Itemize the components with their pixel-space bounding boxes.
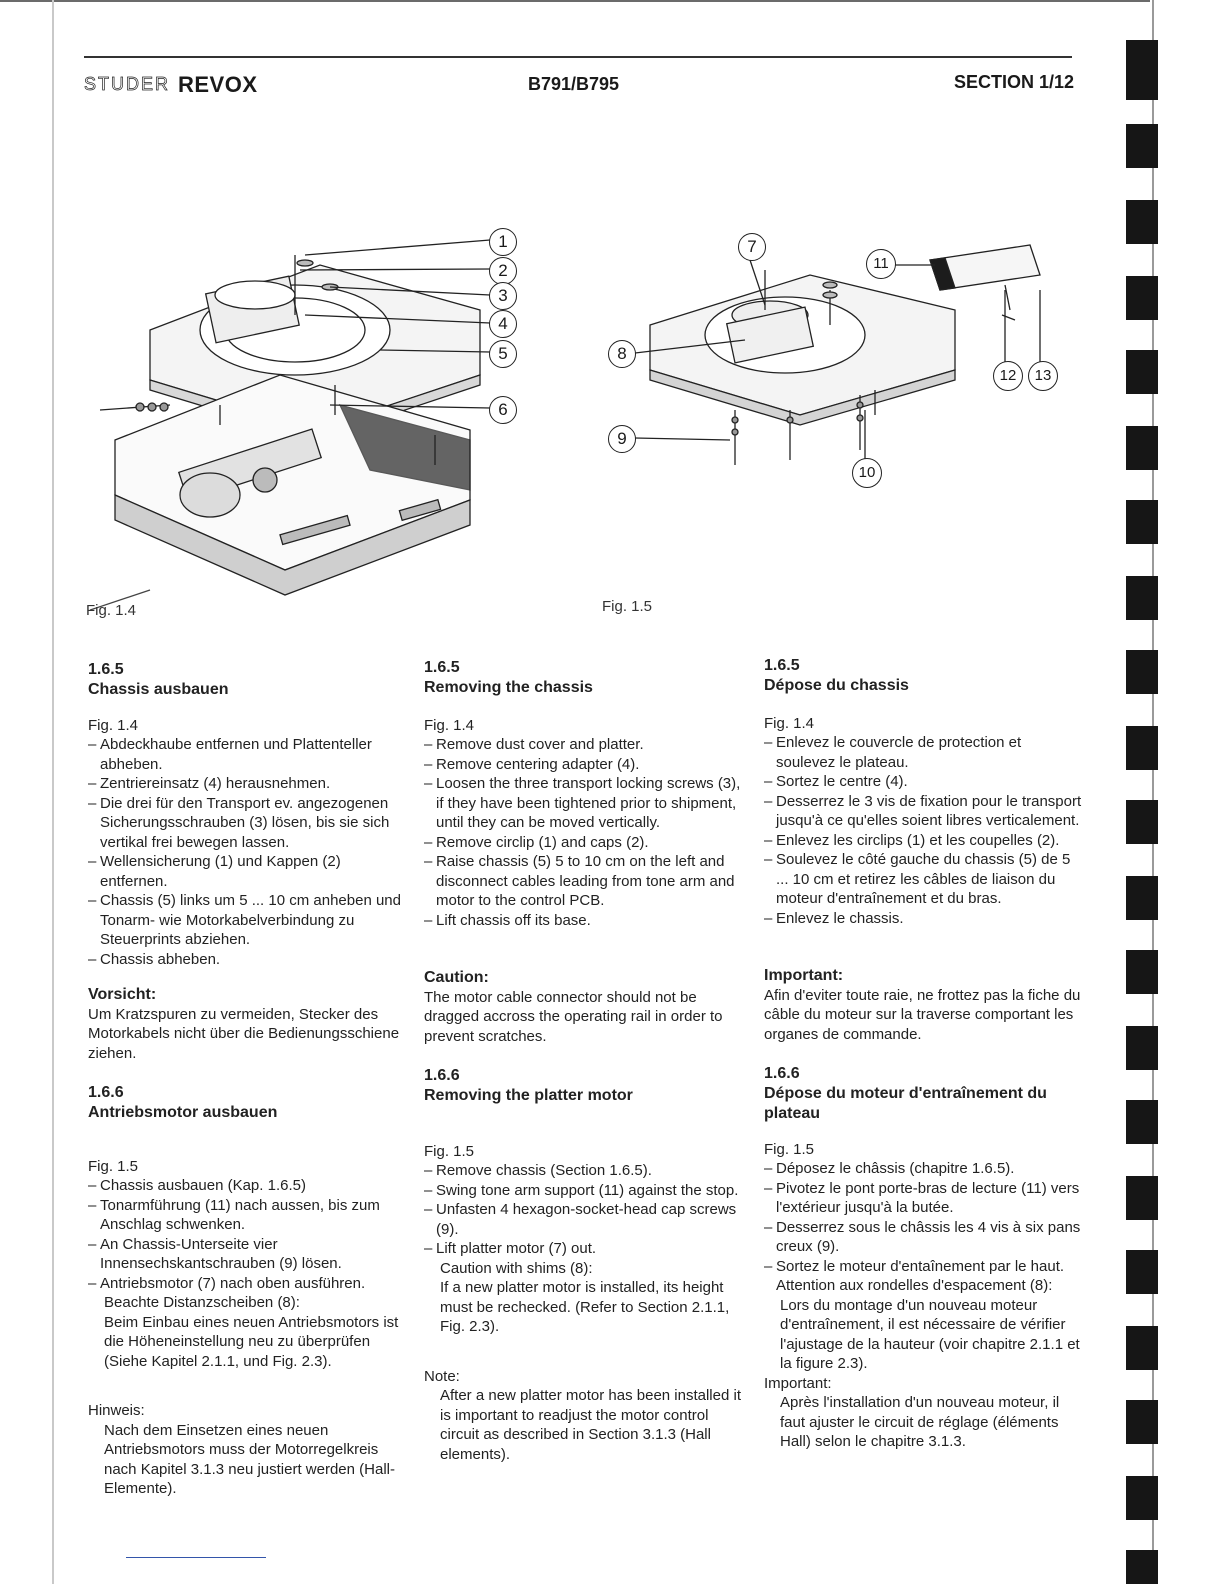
figure-1-5-motor-exploded <box>610 240 1050 480</box>
list-item: – Zentriereinsatz (4) herausnehmen. <box>88 774 406 794</box>
step-list <box>88 735 406 969</box>
figure-reference: Fig. 1.5 <box>88 1157 139 1175</box>
binding-hole <box>1126 350 1158 394</box>
list-item: – Enlevez le couvercle de protection et soulevez le plateau. <box>764 733 1084 772</box>
step-list <box>764 1159 1084 1296</box>
section-title: Antriebsmotor ausbauen <box>88 1103 278 1121</box>
callout-3: 3 <box>489 282 517 310</box>
callout-6: 6 <box>489 396 517 424</box>
step-list <box>88 1176 406 1293</box>
section-number: 1.6.5 <box>764 657 800 674</box>
callout-13: 13 <box>1028 361 1058 391</box>
list-item: – Chassis (5) links um 5 ... 10 cm anheben und Tonarm- wie Motorkabelverbindung zu Steuerprints abziehen. <box>88 891 406 950</box>
binding-hole <box>1126 726 1158 770</box>
list-item: – Remove chassis (Section 1.6.5). <box>424 1161 742 1181</box>
section-title: Removing the chassis <box>424 678 593 696</box>
caution-text: The motor cable connector should not be dragged accross the operating rail in order to prevent scratches. <box>424 988 723 1045</box>
binding-hole <box>1126 1026 1158 1070</box>
list-item: – Enlevez les circlips (1) et les coupelles (2). <box>764 831 1084 851</box>
binding-hole <box>1126 1476 1158 1520</box>
brand-studer-logo: STUDER <box>84 74 171 94</box>
figure-reference: Fig. 1.5 <box>424 1142 475 1160</box>
list-item: – Tonarmführung (11) nach aussen, bis zum Anschlag schwenken. <box>88 1196 406 1235</box>
list-item: – Antriebsmotor (7) nach oben ausführen. <box>88 1274 406 1294</box>
list-item: – Loosen the three transport locking screws (3), if they have been tightened prior to shipment, until they can be moved vertically. <box>424 774 742 833</box>
step-detail: If a new platter motor is installed, its height must be rechecked. (Refer to Section 2.1.1, Fig. 2.3). <box>440 1279 730 1335</box>
list-item: – Remove circlip (1) and caps (2). <box>424 833 742 853</box>
binding-hole <box>1126 426 1158 470</box>
section-number: 1.6.6 <box>764 1065 800 1082</box>
column-german <box>88 660 406 1499</box>
scan-border-left <box>52 0 54 1584</box>
note-text: Après l'installation d'un nouveau moteur, il faut ajuster le circuit de réglage (éléments Hall) selon le chapitre 3.1.3. <box>780 1394 1060 1450</box>
list-item: – Desserrez le 3 vis de fixation pour le transport jusqu'à ce qu'elles soient libres verticalement. <box>764 792 1084 831</box>
caution-label: Vorsicht: <box>88 986 157 1003</box>
callout-9: 9 <box>608 425 636 453</box>
section-number: 1.6.5 <box>424 659 460 676</box>
figure-1-4-caption: Fig. 1.4 <box>86 602 137 619</box>
note-label: Note: <box>424 1367 460 1385</box>
list-item: – Unfasten 4 hexagon-socket-head cap screws (9). <box>424 1200 742 1239</box>
section-number: 1.6.6 <box>424 1067 460 1084</box>
binding-hole <box>1126 1250 1158 1294</box>
callout-2: 2 <box>489 257 517 285</box>
footer-mark <box>126 1557 266 1558</box>
note-text: Nach dem Einsetzen eines neuen Antriebsmotors muss der Motorregelkreis nach Kapitel 3.1.3 neu justiert werden (Hall-Elemente). <box>104 1421 395 1497</box>
figure-1-4-chassis-exploded <box>90 225 530 610</box>
list-item: – Remove centering adapter (4). <box>424 755 742 775</box>
step-list <box>764 733 1084 928</box>
binding-hole <box>1126 1100 1158 1144</box>
figure-1-5-caption: Fig. 1.5 <box>602 598 653 615</box>
binding-hole <box>1126 576 1158 620</box>
step-detail: Caution with shims (8): <box>440 1259 593 1277</box>
note-label: Hinweis: <box>88 1402 145 1419</box>
list-item: – Lift platter motor (7) out. <box>424 1239 742 1259</box>
callout-4: 4 <box>489 310 517 338</box>
binding-hole <box>1126 276 1158 320</box>
list-item: – Die drei für den Transport ev. angezogenen Sicherungsschrauben (3) lösen, bis sie sich vertikal frei bewegen lassen. <box>88 794 406 853</box>
list-item: – Soulevez le côté gauche du chassis (5) de 5 ... 10 cm et retirez les câbles de liaison du moteur d'entraînement et du bras. <box>764 850 1084 909</box>
figure-reference: Fig. 1.5 <box>764 1140 815 1158</box>
callout-5: 5 <box>489 340 517 368</box>
list-item: – Chassis ausbauen (Kap. 1.6.5) <box>88 1176 406 1196</box>
caution-text: Afin d'eviter toute raie, ne frottez pas la fiche du câble du moteur sur la traverse comportant les organes de commande. <box>764 986 1081 1043</box>
brand-revox-logo: REVOX <box>178 72 258 97</box>
binding-hole <box>1126 876 1158 920</box>
binding-hole <box>1126 124 1158 168</box>
step-list <box>424 735 742 930</box>
binding-hole <box>1126 950 1158 994</box>
binding-hole <box>1126 500 1158 544</box>
step-detail: Beim Einbau eines neuen Antriebsmotors ist die Höheneinstellung neu zu überprüfen (Siehe Kapitel 2.1.1, und Fig. 2.3). <box>104 1313 399 1370</box>
caution-label: Important: <box>764 967 844 984</box>
section-title: Removing the platter motor <box>424 1086 633 1104</box>
figure-reference: Fig. 1.4 <box>764 714 815 732</box>
callout-11: 11 <box>866 249 896 279</box>
column-french <box>764 656 1084 1452</box>
section-number: SECTION 1/12 <box>953 72 1074 92</box>
binding-hole <box>1126 650 1158 694</box>
section-number: 1.6.6 <box>88 1084 124 1101</box>
callout-8: 8 <box>608 340 636 368</box>
list-item: – Pivotez le pont porte-bras de lecture (11) vers l'extérieur jusqu'à la butée. <box>764 1179 1084 1218</box>
section-number: 1.6.5 <box>88 661 124 678</box>
callout-1: 1 <box>489 228 517 256</box>
section-title: Dépose du chassis <box>764 676 909 694</box>
callout-7: 7 <box>738 233 766 261</box>
section-title: Dépose du moteur d'entraînement du plateau <box>764 1084 1047 1122</box>
header-rule <box>84 56 1072 58</box>
list-item: – Abdeckhaube entfernen und Plattenteller abheben. <box>88 735 406 774</box>
list-item: – Raise chassis (5) 5 to 10 cm on the left and disconnect cables leading from tone arm and motor to the control PCB. <box>424 852 742 911</box>
binding-hole <box>1126 1176 1158 1220</box>
note-label: Important: <box>764 1374 832 1392</box>
step-list <box>424 1161 742 1259</box>
list-item: – Déposez le châssis (chapitre 1.6.5). <box>764 1159 1084 1179</box>
list-item: – Swing tone arm support (11) against the stop. <box>424 1181 742 1201</box>
list-item: – An Chassis-Unterseite vier Innensechskantschrauben (9) lösen. <box>88 1235 406 1274</box>
step-detail: Beachte Distanzscheiben (8): <box>104 1294 300 1311</box>
binding-hole <box>1126 1326 1158 1370</box>
list-item: – Remove dust cover and platter. <box>424 735 742 755</box>
list-item: – Wellensicherung (1) und Kappen (2) entfernen. <box>88 852 406 891</box>
binding-hole <box>1126 800 1158 844</box>
section-title: Chassis ausbauen <box>88 680 229 698</box>
column-english <box>424 658 742 1464</box>
scan-border-top <box>0 0 1150 2</box>
binding-hole <box>1126 1400 1158 1444</box>
figure-reference: Fig. 1.4 <box>88 716 139 734</box>
caution-text: Um Kratzspuren zu vermeiden, Stecker des Motorkabels nicht über die Bedienungsschiene ziehen. <box>88 1005 400 1062</box>
list-item: – Sortez le centre (4). <box>764 772 1084 792</box>
binding-hole <box>1126 40 1158 100</box>
step-detail: Lors du montage d'un nouveau moteur d'entraînement, il est nécessaire de vérifier l'ajustage de la hauteur (voir chapitre 2.1.1 et la figure 2.3). <box>780 1296 1080 1372</box>
list-item: – Desserrez sous le châssis les 4 vis à six pans creux (9). <box>764 1218 1084 1257</box>
binding-hole <box>1126 1550 1158 1584</box>
callout-10: 10 <box>852 458 882 488</box>
callout-12: 12 <box>993 361 1023 391</box>
note-text: After a new platter motor has been installed it is important to readjust the motor control circuit as described in Section 3.1.3 (Hall elements). <box>440 1387 741 1463</box>
figure-reference: Fig. 1.4 <box>424 716 475 734</box>
caution-label: Caution: <box>424 969 489 986</box>
list-item: – Sortez le moteur d'entaînement par le haut. Attention aux rondelles d'espacement (8): <box>764 1257 1084 1296</box>
list-item: – Lift chassis off its base. <box>424 911 742 931</box>
list-item: – Chassis abheben. <box>88 950 406 970</box>
list-item: – Enlevez le chassis. <box>764 909 1084 929</box>
binding-hole <box>1126 200 1158 244</box>
model-number: B791/B795 <box>528 74 620 94</box>
